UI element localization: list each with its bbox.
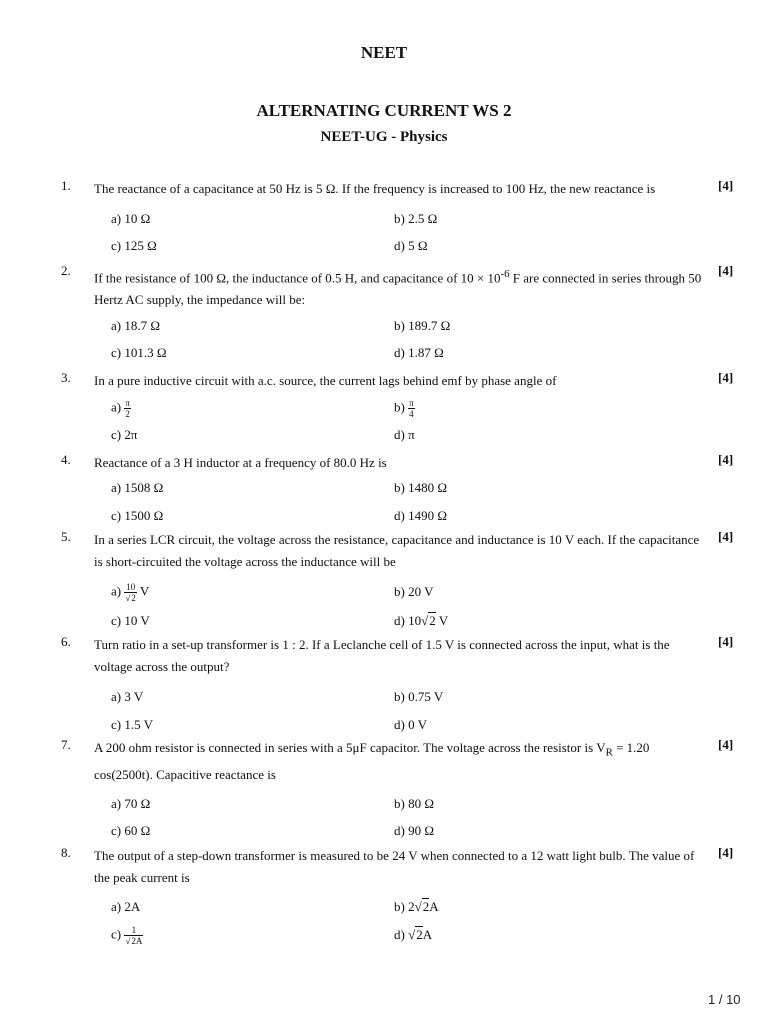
- radicand: 2: [422, 899, 430, 914]
- option-a: [111, 582, 149, 603]
- question-number: 8.: [61, 845, 71, 860]
- option-a: a) 70 Ω: [111, 796, 151, 811]
- page-number: 1 / 10: [708, 992, 741, 1007]
- unit: V: [438, 613, 449, 628]
- option-b: b) 1480 Ω: [394, 480, 447, 495]
- question-text-part: = 1.20 cos(2500t). Capacitive reactance is: [94, 740, 650, 782]
- option-prefix: a): [111, 399, 122, 415]
- marks-label: [4]: [718, 634, 734, 649]
- option-a: a) 1508 Ω: [111, 480, 164, 495]
- subscript: R: [605, 746, 613, 759]
- option-a: a) 18.7 Ω: [111, 318, 161, 333]
- question-number: 2.: [61, 263, 71, 278]
- denominator: 2: [125, 409, 130, 419]
- option-a: a) 10 Ω: [111, 211, 151, 226]
- option-b: [394, 899, 439, 915]
- worksheet-subtitle: NEET-UG - Physics: [320, 129, 448, 145]
- question-text: Turn ratio in a set-up transformer is 1 : 2. If a Leclanche cell of 1.5 V is connected across the input, what is the voltage across the output?: [94, 637, 670, 674]
- option-prefix: b): [394, 399, 405, 415]
- numerator: 1: [124, 925, 143, 936]
- option-b: b) 0.75 V: [394, 689, 444, 704]
- marks-label: [4]: [718, 263, 734, 278]
- option-b: b) 20 V: [394, 584, 434, 599]
- fraction: [124, 582, 136, 603]
- option-d: d) 90 Ω: [394, 823, 434, 838]
- option-a: a) 3 V: [111, 689, 144, 704]
- radicand: 2: [131, 593, 136, 603]
- option-c: c) 2π: [111, 427, 138, 442]
- marks-label: [4]: [718, 529, 734, 544]
- option-a: a) 2A: [111, 899, 141, 914]
- marks-label: [4]: [718, 452, 734, 467]
- question-number: 5.: [61, 529, 71, 544]
- fraction: [124, 925, 143, 946]
- header-neet: NEET: [360, 43, 408, 62]
- question-text: In a series LCR circuit, the voltage across the resistance, capacitance and inductance is 10 V each. If the capacitance is short-circuited the voltage across the inductance will be: [94, 532, 700, 569]
- denominator: √2: [125, 593, 136, 603]
- unit: A: [429, 899, 439, 914]
- radicand: 2: [429, 613, 436, 628]
- option-a: [111, 398, 131, 419]
- question-text: In a pure inductive circuit with a.c. source, the current lags behind emf by phase angle of: [94, 373, 557, 388]
- option-c: c) 10 V: [111, 613, 150, 628]
- unit: A: [422, 927, 433, 942]
- option-d: d) 1.87 Ω: [394, 345, 444, 360]
- marks-label: [4]: [718, 737, 734, 752]
- question-text-part: If the resistance of 100 Ω, the inductance of 0.5 H, and capacitance of 10 × 10: [94, 270, 501, 286]
- question-number: 3.: [61, 370, 71, 385]
- question-number: 4.: [61, 452, 71, 467]
- option-c: c) 101.3 Ω: [111, 345, 167, 360]
- option-c: [111, 925, 143, 946]
- question-text: [94, 263, 706, 311]
- numerator: π: [409, 398, 414, 408]
- option-prefix: c): [111, 926, 122, 942]
- exponent: -6: [500, 268, 510, 280]
- worksheet-title: ALTERNATING CURRENT WS 2: [256, 101, 512, 120]
- option-b: b) 189.7 Ω: [394, 318, 451, 333]
- option-b: b) 80 Ω: [394, 796, 434, 811]
- question-text-part: A 200 ohm resistor is connected in series with a 5μF capacitor. The voltage across the resistor is V: [94, 740, 606, 755]
- question-number: 1.: [61, 178, 71, 193]
- sqrt-sign: √: [421, 613, 429, 628]
- fraction: [124, 398, 131, 419]
- option-c: c) 1500 Ω: [111, 508, 164, 523]
- question-text: The output of a step-down transformer is measured to be 24 V when connected to a 12 watt light bulb. The value of the peak current is: [94, 848, 695, 885]
- fraction: [408, 398, 415, 419]
- option-prefix: b) 2: [394, 899, 415, 914]
- radicand: 2: [416, 927, 423, 942]
- option-d: d) π: [394, 427, 415, 442]
- question-text-part: F are connected in series through 50 Hertz AC supply, the impedance will be:: [94, 270, 702, 308]
- marks-label: [4]: [718, 370, 734, 385]
- marks-label: [4]: [718, 845, 734, 860]
- question-number: 6.: [61, 634, 71, 649]
- option-c: c) 1.5 V: [111, 717, 154, 732]
- option-b: b) 2.5 Ω: [394, 211, 438, 226]
- option-b: [394, 398, 415, 419]
- question-number: 7.: [61, 737, 71, 752]
- question-text: Reactance of a 3 H inductor at a frequency of 80.0 Hz is: [94, 455, 387, 470]
- denominator: √2A: [125, 936, 143, 946]
- denominator: 4: [409, 409, 414, 419]
- option-prefix: d): [394, 927, 405, 942]
- question-text: [94, 737, 706, 786]
- marks-label: [4]: [718, 178, 734, 193]
- sqrt-sign: √: [408, 927, 416, 942]
- option-d: [394, 613, 448, 629]
- option-prefix: a): [111, 583, 122, 599]
- option-d: d) 0 V: [394, 717, 427, 732]
- option-c: c) 125 Ω: [111, 238, 157, 253]
- option-d: [394, 927, 432, 943]
- option-d: d) 1490 Ω: [394, 508, 447, 523]
- option-d: d) 5 Ω: [394, 238, 428, 253]
- option-prefix: d) 10: [394, 613, 422, 628]
- numerator: π: [125, 398, 130, 408]
- radicand: 2A: [131, 936, 143, 946]
- question-text: The reactance of a capacitance at 50 Hz is 5 Ω. If the frequency is increased to 100 Hz, the new reactance is: [94, 181, 656, 196]
- sqrt-sign: √: [414, 899, 422, 914]
- unit: V: [139, 583, 150, 599]
- numerator: 10: [126, 582, 136, 592]
- option-c: c) 60 Ω: [111, 823, 151, 838]
